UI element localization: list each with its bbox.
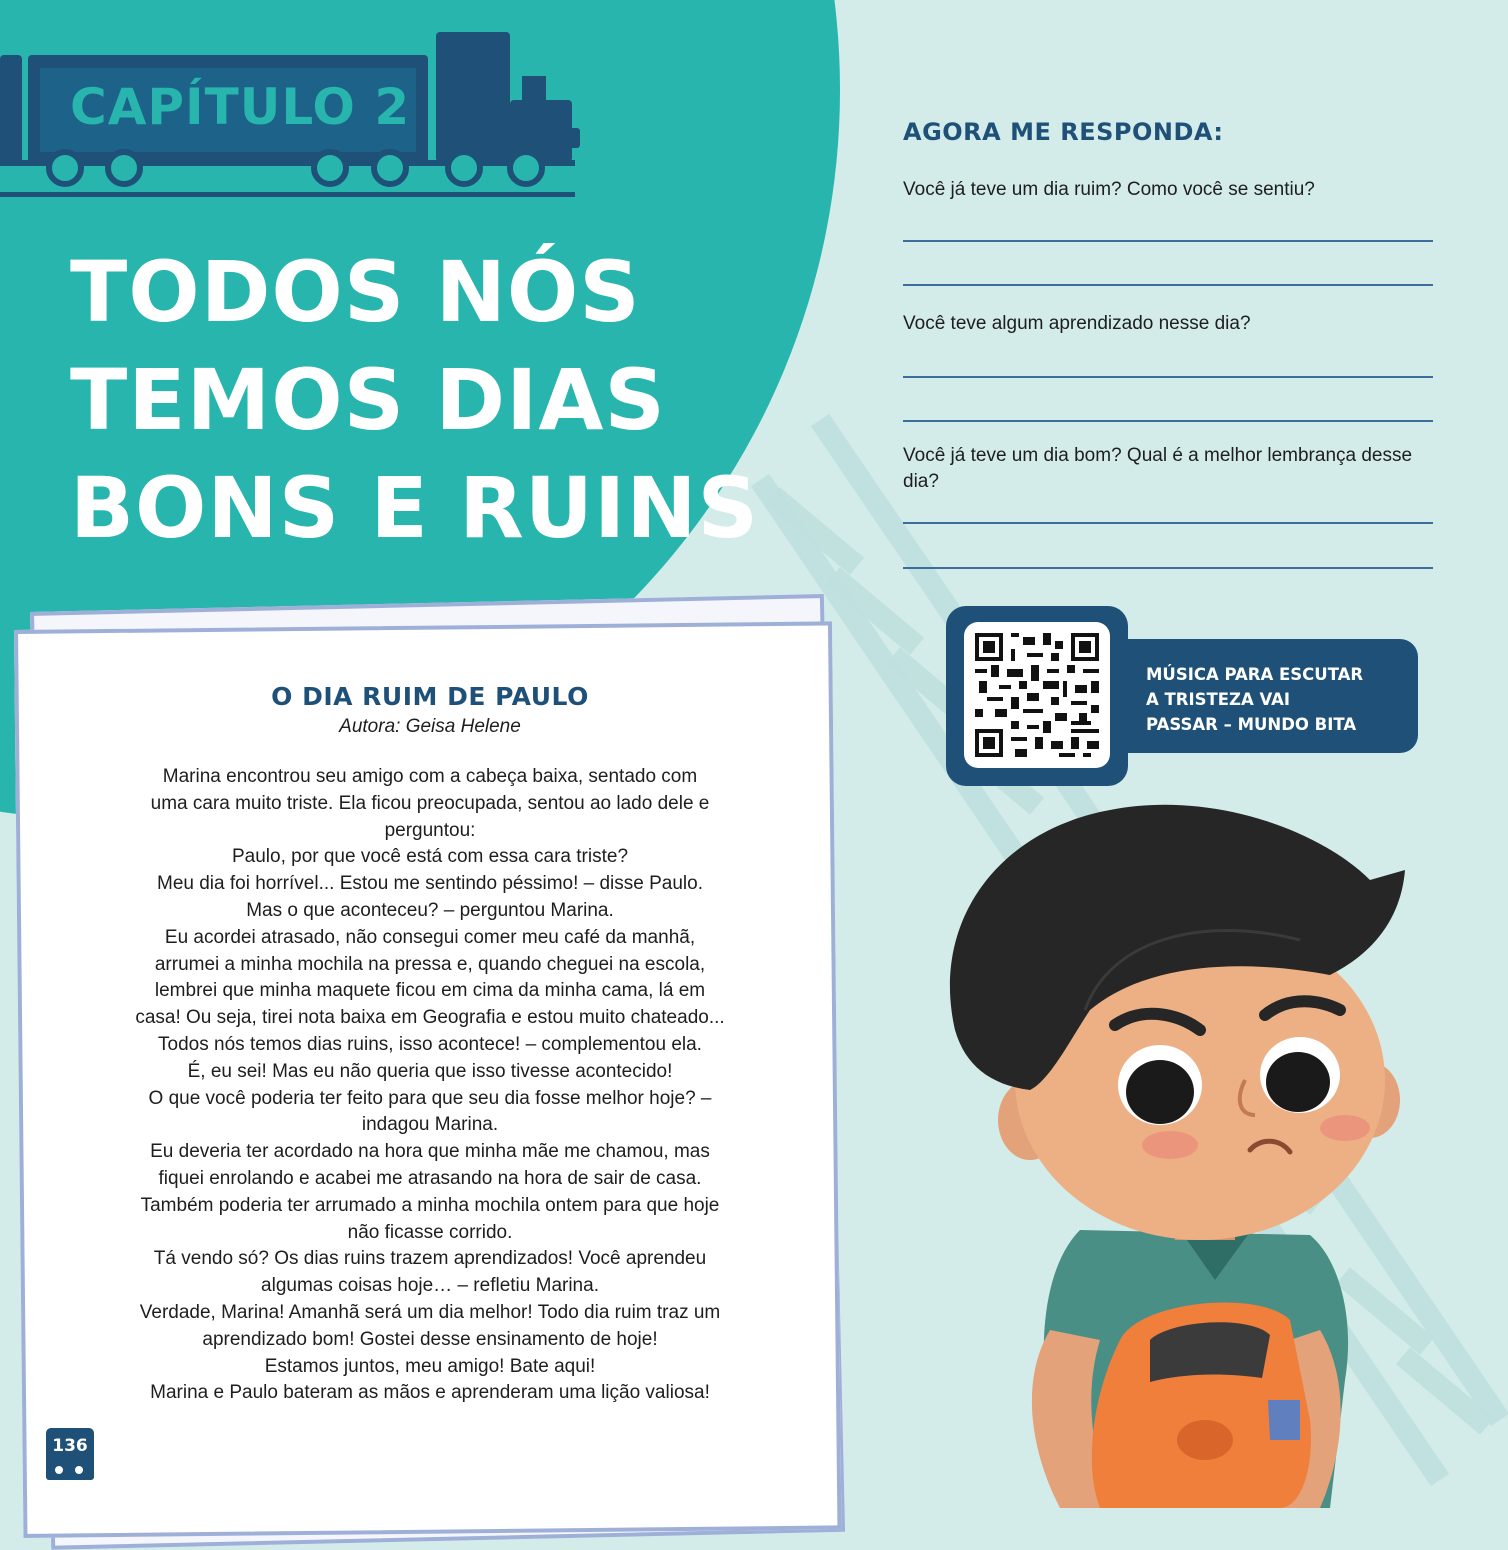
answer-line[interactable] xyxy=(903,522,1433,524)
story-author: Autora: Geisa Helene xyxy=(339,716,521,737)
story-title: O DIA RUIM DE PAULO xyxy=(271,682,589,711)
page-number-badge xyxy=(46,1428,94,1480)
question-3: Você já teve um dia bom? Qual é a melhor lembrança desse dia? xyxy=(903,445,1413,492)
chapter-label: CAPÍTULO 2 xyxy=(70,78,411,136)
story-line: arrumei a minha mochila na pressa e, quando cheguei na escola, xyxy=(154,953,706,975)
story-line: Estamos juntos, meu amigo! Bate aqui! xyxy=(264,1355,596,1377)
page-number: 136 xyxy=(52,1436,88,1456)
story-line: casa! Ou seja, tirei nota baixa em Geografia e estou muito chateado... xyxy=(135,1007,725,1029)
answer-line[interactable] xyxy=(903,240,1433,242)
story-line: Também poderia ter arrumado a minha mochila ontem para que hoje xyxy=(140,1194,720,1216)
answer-line[interactable] xyxy=(903,567,1433,569)
story-line: Tá vendo só? Os dias ruins trazem aprendizados! Você aprendeu xyxy=(153,1248,707,1270)
story-line: Marina e Paulo bateram as mãos e aprenderam uma lição valiosa! xyxy=(150,1382,710,1404)
story-line: Todos nós temos dias ruins, isso acontece! – complementou ela. xyxy=(158,1033,702,1055)
qr-caption-line: A TRISTEZA VAI xyxy=(1146,690,1291,709)
answer-line[interactable] xyxy=(903,284,1433,286)
page-title xyxy=(70,238,770,562)
story-line: uma cara muito triste. Ela ficou preocupada, sentou ao lado dele e xyxy=(150,792,710,814)
story-line: Marina encontrou seu amigo com a cabeça baixa, sentado com xyxy=(162,766,698,787)
story-line: lembrei que minha maquete ficou em cima da minha cama, lá em xyxy=(154,980,706,1002)
story-line: perguntou: xyxy=(384,819,476,841)
qr-caption-line: MÚSICA PARA ESCUTAR xyxy=(1146,665,1364,684)
story-line: fiquei enrolando e acabei me atrasando na hora de sair de casa. xyxy=(158,1167,702,1189)
story-line: aprendizado bom! Gostei desse ensinamento de hoje! xyxy=(202,1328,658,1350)
answer-line[interactable] xyxy=(903,376,1433,378)
sad-boy-illustration xyxy=(880,780,1508,1508)
story-line: Paulo, por que você está com essa cara triste? xyxy=(231,846,629,868)
story-line: Eu deveria ter acordado na hora que minha mãe me chamou, mas xyxy=(150,1141,710,1163)
wheel-icon xyxy=(73,1464,85,1476)
title-line: TODOS NÓS xyxy=(70,243,641,341)
qr-caption-line: PASSAR – MUNDO BITA xyxy=(1146,715,1357,734)
story-text-block xyxy=(88,680,772,1407)
qr-caption[interactable] xyxy=(1146,662,1410,737)
story-line: Mas o que aconteceu? – perguntou Marina. xyxy=(246,899,614,921)
question-1: Você já teve um dia ruim? Como você se sentiu? xyxy=(903,179,1315,200)
title-line: TEMOS DIAS xyxy=(70,351,666,449)
story-line: algumas coisas hoje… – refletiu Marina. xyxy=(261,1275,599,1297)
story-line: Verdade, Marina! Amanhã será um dia melhor! Todo dia ruim traz um xyxy=(139,1301,721,1323)
story-line: Meu dia foi horrível... Estou me sentindo péssimo! – disse Paulo. xyxy=(157,873,703,895)
questions-heading: AGORA ME RESPONDA: xyxy=(903,118,1224,146)
story-line: indagou Marina. xyxy=(361,1114,499,1136)
story-line: O que você poderia ter feito para que seu dia fosse melhor hoje? – xyxy=(148,1087,712,1109)
story-line: Eu acordei atrasado, não consegui comer meu café da manhã, xyxy=(164,926,696,948)
question-2: Você teve algum aprendizado nesse dia? xyxy=(903,313,1251,334)
title-line: BONS E RUINS xyxy=(70,459,760,557)
story-line: não ficasse corrido. xyxy=(347,1221,513,1243)
answer-line[interactable] xyxy=(903,420,1433,422)
wheel-icon xyxy=(53,1464,65,1476)
qr-code-icon[interactable] xyxy=(975,633,1099,757)
story-line: É, eu sei! Mas eu não queria que isso tivesse acontecido! xyxy=(187,1060,673,1082)
